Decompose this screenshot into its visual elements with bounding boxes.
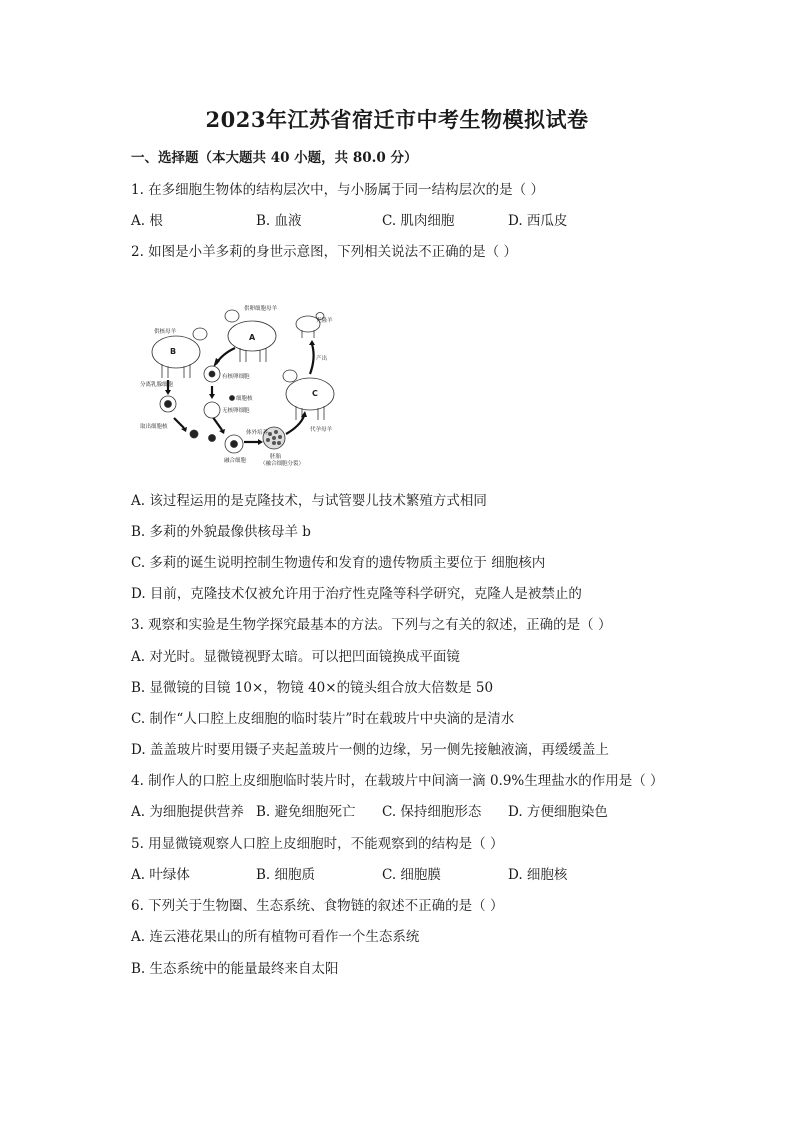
label-birth: 产出 — [316, 356, 328, 362]
label-take-nucleus: 取出细胞核 — [140, 424, 168, 430]
question-3-option-d[interactable]: D. 盖盖玻片时要用镊子夹起盖玻片一侧的边缘，另一侧先接触液滴，再缓缓盖上 — [131, 742, 609, 758]
question-4-option-b[interactable]: B. 避免细胞死亡 — [256, 804, 356, 820]
question-4-option-c[interactable]: C. 保持细胞形态 — [382, 804, 482, 820]
question-2-option-b[interactable]: B. 多莉的外貌最像供核母羊 b — [131, 524, 311, 540]
question-3-option-c[interactable]: C. 制作“人口腔上皮细胞的临时装片”时在载玻片中央滴的是清水 — [131, 711, 515, 727]
section-heading: 一、选择题（本大题共 40 小题，共 80.0 分） — [131, 150, 418, 166]
question-1-option-a[interactable]: A. 根 — [131, 213, 163, 229]
surrogate-sheep — [283, 370, 334, 420]
page-title: 2023年江苏省宿迁市中考生物模拟试卷 — [205, 107, 589, 132]
question-1-option-d[interactable]: D. 西瓜皮 — [508, 213, 568, 229]
question-6-option-b[interactable]: B. 生态系统中的能量最终来自太阳 — [131, 961, 339, 977]
label-egg-donor: 供卵细胞母羊 — [244, 306, 278, 312]
question-4-option-a[interactable]: A. 为细胞提供营养 — [131, 804, 244, 820]
label-b: B — [170, 347, 177, 356]
question-5-option-a[interactable]: A. 叶绿体 — [131, 867, 190, 883]
question-3-option-b[interactable]: B. 显微镜的目镜 10×，物镜 40×的镜头组合放大倍数是 50 — [131, 680, 494, 696]
question-1-option-b[interactable]: B. 血液 — [256, 213, 302, 229]
question-1-stem: 1. 在多细胞生物体的结构层次中，与小肠属于同一结构层次的是（ ） — [131, 182, 544, 198]
question-2-stem: 2. 如图是小羊多莉的身世示意图，下列相关说法不正确的是（ ） — [131, 244, 517, 260]
dolly-clone-diagram — [140, 298, 340, 476]
label-nucleus-donor: 供核母羊 — [154, 329, 177, 335]
question-3-option-a[interactable]: A. 对光时。显微镜视野太暗。可以把凹面镜换成平面镜 — [131, 649, 460, 665]
question-5-option-b[interactable]: B. 细胞质 — [256, 867, 316, 883]
label-mammary: 分离乳腺细胞 — [140, 382, 174, 388]
question-4-stem: 4. 制作人的口腔上皮细胞临时装片时，在载玻片中间滴一滴 0.9%生理盐水的作用是（ ） — [131, 773, 664, 789]
label-embryo: 胚胎 — [270, 454, 282, 460]
label-enucleated-egg: 无核卵细胞 — [222, 408, 250, 414]
nucleus-donor-sheep — [152, 328, 207, 378]
question-1-option-c[interactable]: C. 肌肉细胞 — [382, 213, 455, 229]
question-6-option-a[interactable]: A. 连云港花果山的所有植物可看作一个生态系统 — [131, 929, 420, 945]
question-2-option-c[interactable]: C. 多莉的诞生说明控制生物遗传和发育的遗传物质主要位于 细胞核内 — [131, 555, 546, 571]
label-embryo-note: （融合细胞分裂） — [260, 461, 305, 467]
label-surrogate: 代孕母羊 — [310, 427, 333, 433]
label-fused-cell: 融合细胞 — [224, 458, 247, 464]
label-nucleus: 细胞核 — [236, 396, 253, 402]
question-6-stem: 6. 下列关于生物圈、生态系统、食物链的叙述不正确的是（ ） — [131, 898, 504, 914]
label-a: A — [249, 333, 256, 342]
question-5-option-d[interactable]: D. 细胞核 — [508, 867, 568, 883]
question-4-option-d[interactable]: D. 方便细胞染色 — [508, 804, 608, 820]
question-5-option-c[interactable]: C. 细胞膜 — [382, 867, 441, 883]
label-c: C — [312, 389, 318, 398]
question-5-stem: 5. 用显微镜观察人口腔上皮细胞时，不能观察到的结构是（ ） — [131, 836, 504, 852]
clone-process-figure — [140, 298, 340, 476]
question-3-stem: 3. 观察和实验是生物学探究最基本的方法。下列与之有关的叙述，正确的是（ ） — [131, 617, 612, 633]
clone-sheep — [296, 313, 324, 339]
label-clone: 克隆羊 — [316, 318, 333, 324]
question-2-option-d[interactable]: D. 目前，克隆技术仅被允许用于治疗性克隆等科学研究，克隆人是被禁止的 — [131, 586, 582, 602]
label-culture: 体外培养 — [246, 430, 269, 436]
question-2-option-a[interactable]: A. 该过程运用的是克隆技术，与试管婴儿技术繁殖方式相同 — [131, 493, 487, 509]
label-nucleated-egg: 有核卵细胞 — [222, 374, 250, 380]
